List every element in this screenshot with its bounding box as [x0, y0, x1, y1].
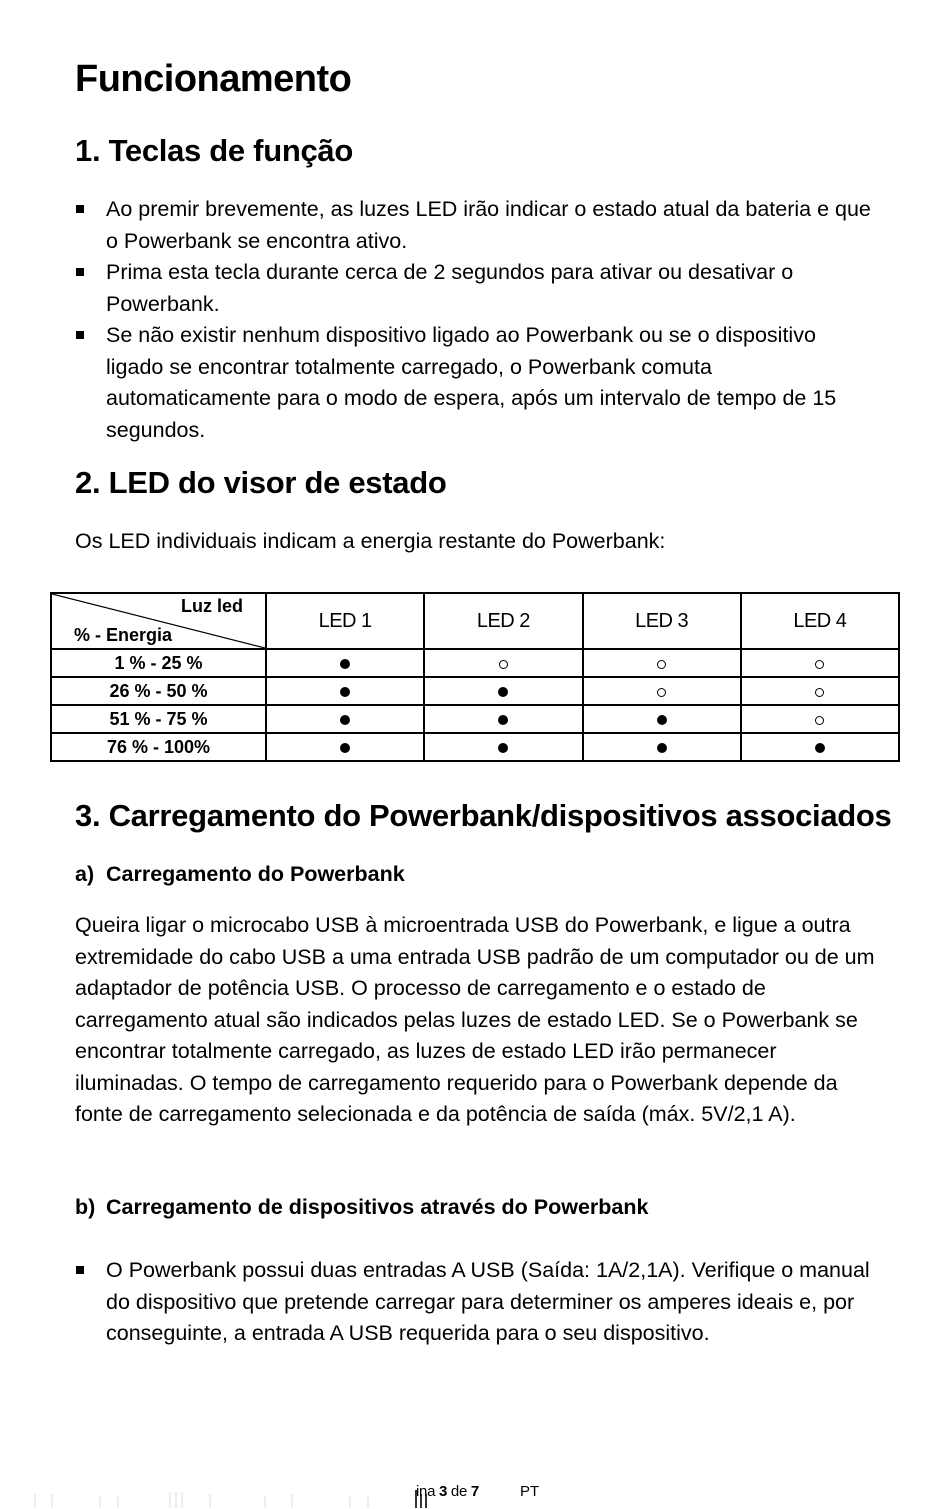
- section-3-heading: 3. Carregamento do Powerbank/dispositivos associados: [75, 798, 892, 833]
- led-state-cell: [741, 649, 899, 677]
- subsection-b-title: Carregamento de dispositivos através do Powerbank: [106, 1195, 649, 1219]
- section-1-heading: 1. Teclas de função: [75, 133, 353, 168]
- led-state-cell: [741, 677, 899, 705]
- page-footer: [0, 1480, 950, 1509]
- language-code: PT: [520, 1483, 540, 1500]
- table-row: [51, 649, 899, 677]
- led-on-icon: [815, 743, 825, 753]
- charging-devices-list: [75, 1255, 875, 1350]
- led-on-icon: [340, 659, 350, 669]
- led-state-cell: [583, 705, 741, 733]
- energy-range-cell: 1 % - 25 %: [51, 649, 266, 677]
- subsection-b-letter: b): [75, 1195, 96, 1219]
- column-header-led-4: LED 4: [741, 593, 899, 649]
- energy-range-cell: 76 % - 100%: [51, 733, 266, 761]
- energy-range-cell: 26 % - 50 %: [51, 677, 266, 705]
- led-on-icon: [657, 715, 667, 725]
- footer-marks: [30, 1488, 430, 1508]
- list-item: Prima esta tecla durante cerca de 2 segundos para ativar ou desativar o Powerbank.: [75, 257, 875, 320]
- led-off-icon: [815, 660, 824, 669]
- corner-top-label: Luz led: [181, 596, 243, 616]
- list-item: O Powerbank possui duas entradas A USB (Saída: 1A/2,1A). Verifique o manual do dispositivo que pretende carregar para determiner os amperes ideais e, por conseguinte, a entrada A USB requerida para o seu dispositivo.: [75, 1255, 875, 1350]
- led-off-icon: [657, 660, 666, 669]
- square-bullet-icon: [76, 205, 84, 213]
- led-state-cell: [583, 649, 741, 677]
- led-state-cell: [424, 649, 582, 677]
- square-bullet-icon: [76, 1266, 84, 1274]
- led-state-cell: [266, 733, 424, 761]
- table-row: [51, 733, 899, 761]
- charging-powerbank-text: Queira ligar o microcabo USB à microentrada USB do Powerbank, e ligue a outra extremidade do cabo USB a uma entrada USB padrão de um computador ou de um adaptador de potência USB. O processo de carregamento e o estado de carregamento atual são indicados pelas luzes de estado LED. Se o Powerbank se encontrar totalmente carregado, as luzes de estado LED irão permanecer iluminadas. O tempo de carregamento requerido para o Powerbank depende da fonte de carregamento selecionada e da potência de saída (máx. 5V/2,1 A).: [75, 913, 875, 1126]
- energy-range-cell: 51 % - 75 %: [51, 705, 266, 733]
- led-off-icon: [815, 716, 824, 725]
- list-item: Se não existir nenhum dispositivo ligado ao Powerbank ou se o dispositivo ligado se encontrar totalmente carregado, o Powerbank comuta automaticamente para o modo de espera, após um intervalo de tempo de 15 segundos.: [75, 320, 875, 446]
- table-header-row: [51, 593, 899, 649]
- led-intro-text: Os LED individuais indicam a energia restante do Powerbank:: [75, 529, 666, 553]
- subsection-b-heading: [75, 1192, 648, 1222]
- subsection-a-letter: a): [75, 862, 95, 886]
- led-state-cell: [741, 733, 899, 761]
- led-state-cell: [424, 677, 582, 705]
- led-on-icon: [340, 715, 350, 725]
- function-keys-list: [75, 194, 875, 446]
- page-number: ina 3 de 7: [416, 1483, 479, 1500]
- corner-header-cell: [51, 593, 266, 649]
- led-on-icon: [498, 687, 508, 697]
- led-state-cell: [266, 677, 424, 705]
- led-state-cell: [266, 649, 424, 677]
- led-on-icon: [340, 743, 350, 753]
- corner-bottom-label: % - Energia: [74, 625, 173, 645]
- led-off-icon: [499, 660, 508, 669]
- column-header-led-3: LED 3: [583, 593, 741, 649]
- column-header-led-1: LED 1: [266, 593, 424, 649]
- page-title: Funcionamento: [75, 58, 352, 100]
- led-on-icon: [498, 743, 508, 753]
- led-on-icon: [657, 743, 667, 753]
- led-state-cell: [583, 677, 741, 705]
- list-item: Ao premir brevemente, as luzes LED irão indicar o estado atual da bateria e que o Powerbank se encontra ativo.: [75, 194, 875, 257]
- led-off-icon: [815, 688, 824, 697]
- section-2-heading: 2. LED do visor de estado: [75, 465, 447, 500]
- table-row: [51, 705, 899, 733]
- column-header-led-2: LED 2: [424, 593, 582, 649]
- led-state-cell: [424, 705, 582, 733]
- led-on-icon: [498, 715, 508, 725]
- led-on-icon: [340, 687, 350, 697]
- led-state-cell: [266, 705, 424, 733]
- led-state-cell: [741, 705, 899, 733]
- led-status-table: [50, 592, 900, 762]
- table-row: [51, 677, 899, 705]
- led-off-icon: [657, 688, 666, 697]
- led-state-cell: [424, 733, 582, 761]
- subsection-a-heading: [75, 859, 405, 889]
- led-state-cell: [583, 733, 741, 761]
- subsection-a-title: Carregamento do Powerbank: [106, 862, 405, 886]
- square-bullet-icon: [76, 331, 84, 339]
- square-bullet-icon: [76, 268, 84, 276]
